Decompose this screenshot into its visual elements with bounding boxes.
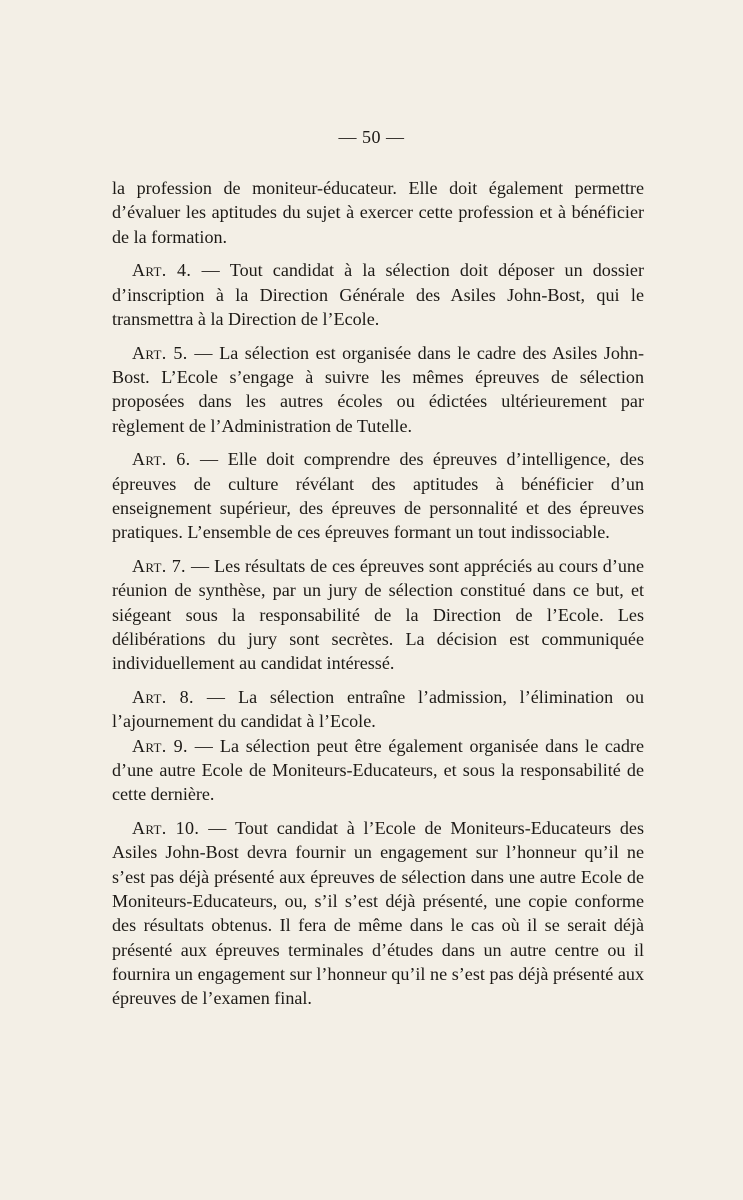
article-text: Les résultats de ces épreuves sont appréciés au cours d’une réunion de synthèse, par un jury de sélection constitué dans ce but, et siégeant sous la responsabilité de la Direction de l’Ecole. Les délibérations du jury sont secrètes. La décision est communiquée individuellement au candidat intéressé. <box>112 556 644 674</box>
article-label: Art. 6. — <box>132 449 219 470</box>
article-text: Elle doit comprendre des épreuves d’intelligence, des épreuves de culture révélant des aptitudes à bénéficier d’un enseignement supérieur, des épreuves de personnalité et des épreuves pratiques. L’ensemble de ces épreuves formant un tout indissociable. <box>112 449 644 543</box>
paragraph-continuation <box>112 176 644 249</box>
article-text: Tout candidat à la sélection doit déposer un dossier d’inscription à la Direction Générale des Asiles John-Bost, qui le transmettra à la Direction de l’Ecole. <box>112 260 644 329</box>
article-label: Art. 5. — <box>132 342 213 363</box>
document-body <box>112 176 644 1011</box>
article-text: La sélection peut être également organisée dans le cadre d’une autre Ecole de Moniteurs-Educateurs, et sous la responsabilité de cette dernière. <box>112 735 644 805</box>
article-7 <box>112 554 644 675</box>
article-label: Art. 9. — <box>132 735 214 756</box>
article-9 <box>112 734 644 807</box>
article-8 <box>112 685 644 734</box>
paragraph-text: la profession de moniteur-éducateur. Elle doit également permettre d’évaluer les aptitudes du sujet à exercer cette profession et à bénéficier de la formation. <box>112 178 644 247</box>
article-label: Art. 8. — <box>132 687 226 708</box>
article-4 <box>112 258 644 331</box>
article-text: La sélection est organisée dans le cadre des Asiles John-Bost. L’Ecole s’engage à suivre les mêmes épreuves de sélection proposées dans les autres écoles ou édictées ultérieurement par règlement de l’Administration de Tutelle. <box>112 342 644 436</box>
article-label: Art. 7. — <box>132 556 210 577</box>
page-number: — 50 — <box>338 127 405 147</box>
article-10 <box>112 816 644 1010</box>
article-text: La sélection entraîne l’admission, l’élimination ou l’ajournement du candidat à l’Ecole. <box>112 687 644 732</box>
article-5 <box>112 341 644 438</box>
article-label: Art. 4. — <box>132 260 220 281</box>
article-6 <box>112 447 644 544</box>
article-label: Art. 10. — <box>132 818 227 839</box>
article-text: Tout candidat à l’Ecole de Moniteurs-Educateurs des Asiles John-Bost devra fournir un engagement sur l’honneur qu’il ne s’est pas déjà présenté aux épreuves de sélection dans une autre Ecole de Moniteurs-Educateurs, ou, s’il s’est déjà présenté, une copie conforme des résultats obtenus. Il fera de même dans le cas où il se serait déjà présenté aux épreuves terminales d’études dans un autre centre ou il fournira un engagement sur l’honneur qu’il ne s’est pas déjà présenté aux épreuves de l’examen final. <box>112 818 644 1009</box>
